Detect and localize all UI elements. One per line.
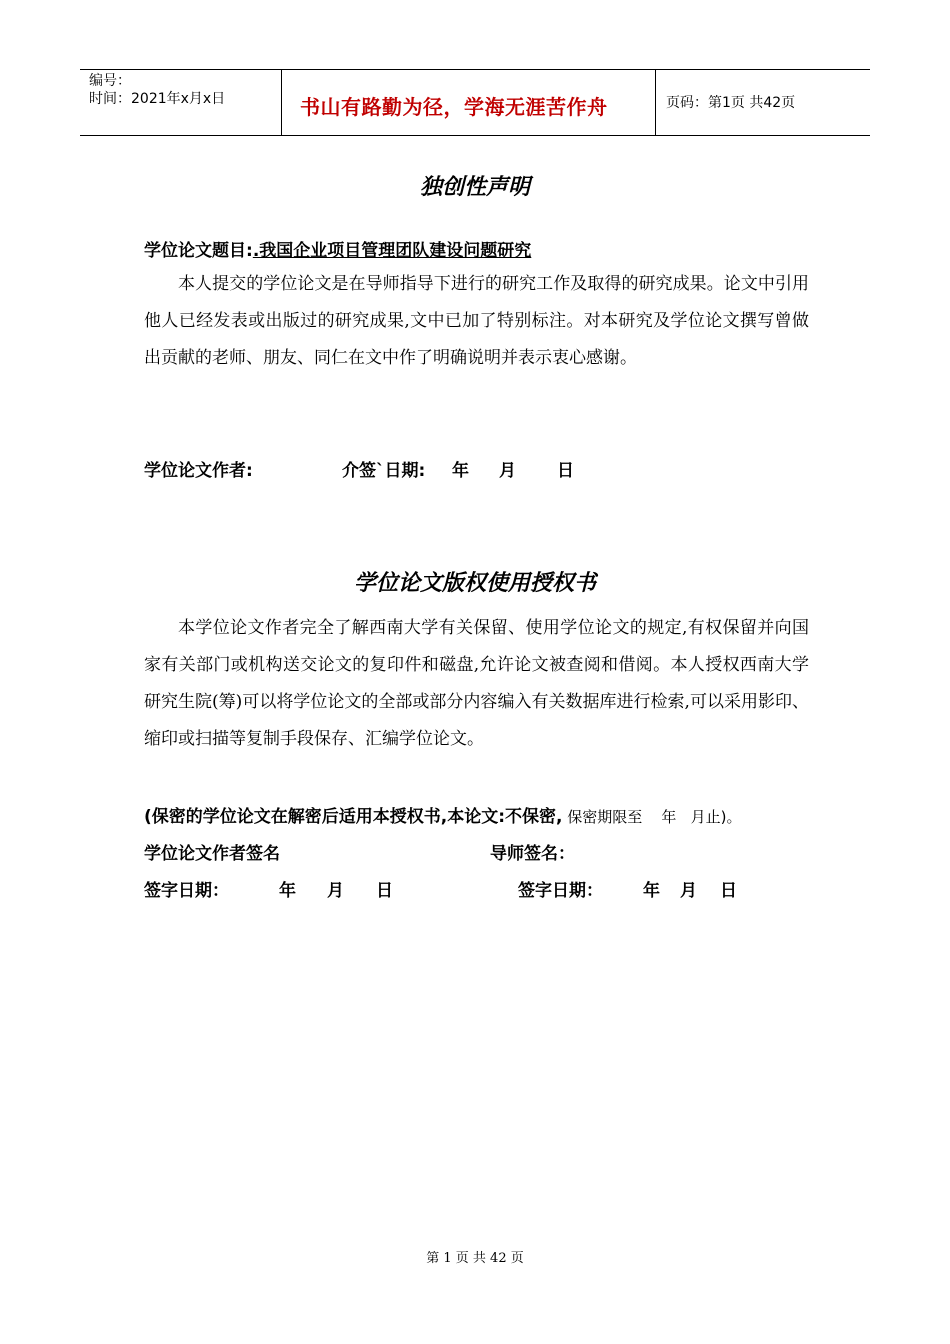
advisor-sign-label: 导师签名： (490, 844, 575, 864)
authorization-body: 本学位论文作者完全了解西南大学有关保留、使用学位论文的规定,有权保留并向国家有关部门或机构送交论文的复印件和磁盘,允许论文被查阅和借阅。本人授权西南大学研究生院(筹)可以将学位论文的全部或部分内容编入有关数据库进行检索,可以采用影印、缩印或扫描等复制手段保存、汇编学位论文。 (144, 618, 809, 749)
sign-date-left-label: 签字日期： (144, 881, 229, 901)
sign-date-right-label: 签字日期： (518, 881, 603, 901)
authorization-title: 学位论文版权使用授权书 (353, 571, 596, 596)
sign-date-left-day: 日 (376, 881, 393, 901)
sign-date-left-year: 年 (279, 881, 296, 901)
declaration-title: 独创性声明 (419, 175, 530, 200)
declaration-sign-date-label: 介签`日期: (342, 461, 426, 481)
page-footer: 第 1 页 共 42 页 (426, 1251, 524, 1266)
header-top-rule (80, 69, 870, 70)
sign-date-left-month: 月 (327, 881, 344, 901)
header-motto: 书山有路勤为径，学海无涯苦作舟 (300, 95, 608, 119)
header-bottom-rule (80, 135, 870, 136)
declaration-author-label: 学位论文作者: (144, 461, 253, 481)
secrecy-bold-text: (保密的学位论文在解密后适用本授权书,本论文:不保密, (144, 807, 563, 827)
header-page-info: 页码：第1页 共42页 (666, 95, 796, 111)
header-number-label: 编号： (89, 73, 131, 89)
sign-date-right-day: 日 (720, 881, 737, 901)
secrecy-line (144, 802, 741, 827)
declaration-body: 本人提交的学位论文是在导师指导下进行的研究工作及取得的研究成果。论文中引用他人已经发表或出版过的研究成果,文中已加了特别标注。对本研究及学位论文撰写曾做出贡献的老师、朋友、同仁在文中作了明确说明并表示衷心感谢。 (144, 274, 809, 368)
header-divider-right (655, 69, 656, 136)
header-time-label: 时间：2021年x月x日 (89, 91, 226, 107)
sign-date-right-year: 年 (643, 881, 660, 901)
thesis-topic-line (144, 236, 531, 261)
declaration-month: 月 (499, 461, 516, 481)
secrecy-normal-text: 保密期限至 年 月止)。 (562, 808, 742, 826)
author-sign-label: 学位论文作者签名 (144, 844, 280, 864)
thesis-topic-value: .我国企业项目管理团队建设问题研究 (252, 241, 532, 261)
sign-date-right-month: 月 (680, 881, 697, 901)
declaration-year: 年 (452, 461, 469, 481)
header-divider-left (281, 69, 282, 136)
thesis-topic-label: 学位论文题目: (144, 241, 253, 261)
declaration-day: 日 (557, 461, 574, 481)
